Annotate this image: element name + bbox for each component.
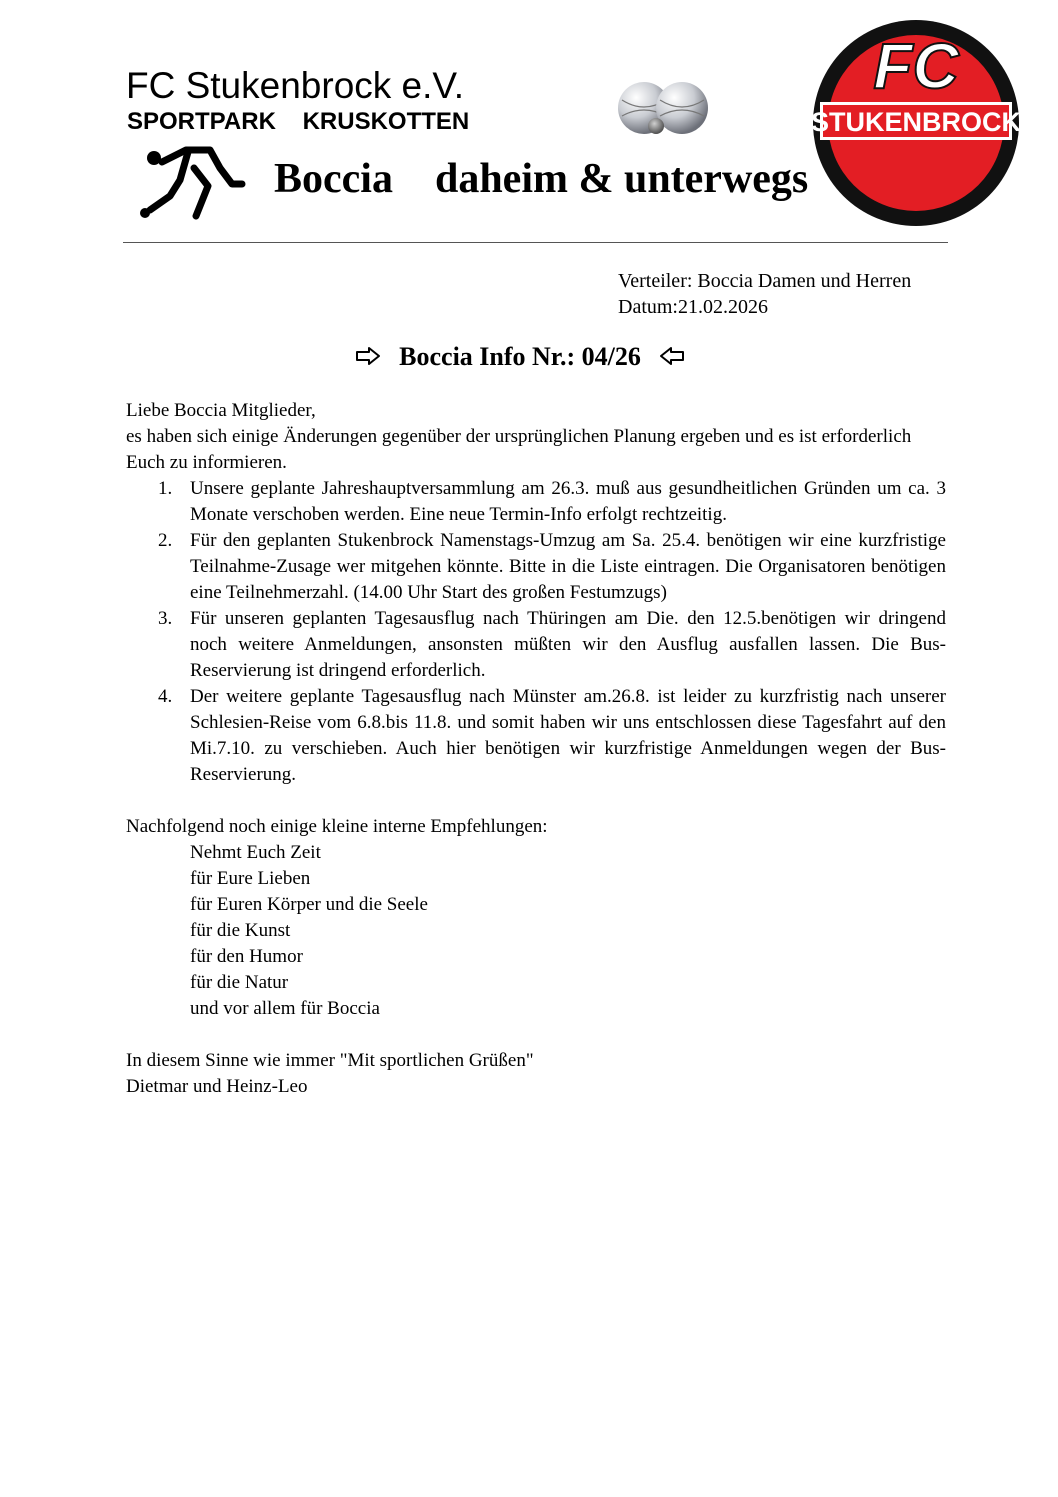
greeting: Liebe Boccia Mitglieder, [126, 400, 316, 421]
club-logo [810, 18, 1022, 228]
arrow-left-icon [659, 346, 685, 366]
letter-body [126, 398, 946, 1100]
distribution-line: Verteiler: Boccia Damen und Herren [618, 270, 912, 292]
club-subtitle: SPORTPARK KRUSKOTTEN [127, 108, 470, 135]
list-item: 2. Für den geplanten Stukenbrock Namenstags-Umzug am Sa. 25.4. benötigen wir eine kurzfristige Teilnahme-Zusage wer mitgehen könnte. Bitte in die Liste eintragen. Die Organisatoren benötigen eine Teilnehmerzahl. (14.00 Uhr Start des großen Festumzugs) [158, 530, 946, 603]
arrow-right-icon [355, 346, 381, 366]
recommendations-list [126, 840, 946, 1022]
recommendation-line: für die Natur [190, 972, 289, 993]
distribution-block [618, 268, 911, 320]
recommend-intro: Nachfolgend noch einige kleine interne Empfehlungen: [126, 816, 548, 837]
recommendation-line: für Euren Körper und die Seele [190, 894, 428, 915]
intro-line-1: es haben sich einige Änderungen gegenüber der ursprünglichen Planung ergeben und es ist erforderlich [126, 426, 912, 447]
list-item: 4. Der weitere geplante Tagesausflug nach Münster am.26.8. ist leider zu kurzfristig nach unserer Schlesien-Reise vom 6.8.bis 11.8. und somit haben wir uns entschlossen diese Tagesfahrt auf den Mi.7.10. zu verschieben. Auch hier benötigen wir kurzfristige Anmeldungen wegen der Bus-Reservierung. [158, 686, 946, 785]
signature: Dietmar und Heinz-Leo [126, 1076, 308, 1097]
recommendation-line: für den Humor [190, 946, 303, 967]
recommendation-line: für Eure Lieben [190, 868, 311, 889]
info-title [0, 340, 1040, 374]
recommendation-line: Nehmt Euch Zeit [190, 842, 321, 863]
logo-top-text: FC [873, 30, 959, 102]
closing-line: In diesem Sinne wie immer "Mit sportlichen Grüßen" [126, 1050, 534, 1071]
recommendation-line: für die Kunst [190, 920, 291, 941]
list-item: 1. Unsere geplante Jahreshauptversammlung am 26.3. muß aus gesundheitlichen Gründen um ca. 3 Monate verschoben werden. Eine neue Termin-Info erfolgt rechtzeitig. [158, 478, 946, 525]
boccia-player-icon [136, 140, 246, 220]
recommendation-line: und vor allem für Boccia [190, 998, 380, 1019]
boccia-balls-icon [612, 78, 716, 142]
tagline: Boccia daheim & unterwegs [274, 156, 809, 202]
list-item: 3. Für unseren geplanten Tagesausflug nach Thüringen am Die. den 12.5.benötigen wir dringend noch weitere Anmeldungen, ansonsten müßten wir den Ausflug ausfallen lassen. Die Bus-Reservierung ist dringend erforderlich. [158, 608, 946, 681]
club-name: FC Stukenbrock e.V. [126, 65, 464, 106]
intro-line-2: Euch zu informieren. [126, 452, 287, 473]
date-line: Datum:21.02.2026 [618, 296, 768, 318]
info-title-text: Boccia Info Nr.: 04/26 [399, 342, 641, 371]
header-divider [123, 242, 948, 243]
logo-bottom-text: STUKENBROCK [810, 107, 1022, 137]
info-list [126, 476, 946, 788]
